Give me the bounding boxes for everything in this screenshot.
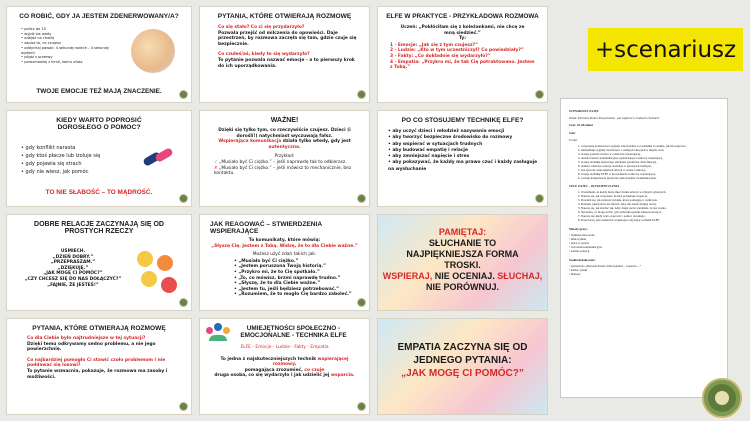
question-1-text: Pozwala przejść od milczenia do opowieści. Daje przestrzeń, by rozmowa zaczęła się tam, gdzie czuje się bezpiecznie. xyxy=(218,30,357,47)
emoji-faces-icon xyxy=(135,251,181,301)
phrase: „DZIĘKUJĘ.” xyxy=(57,265,89,271)
slide-title: ELFE W PRAKTYCE - PRZYKŁADOWA ROZMOWA xyxy=(386,13,539,20)
list-item: • gdy pojawia się strach xyxy=(21,160,100,168)
example-label: Przykład: xyxy=(274,154,295,160)
list-item: • wyjdź się wody xyxy=(21,32,121,37)
list-item: 3. Dowiem się, jak zadawać pytania, które pomagają w rozmowie. xyxy=(581,198,719,202)
doc-lang-list xyxy=(569,190,719,222)
slide-card-elfe-technique[interactable] xyxy=(199,318,370,415)
list-item: • aby wspierać w sytuacjach trudnych xyxy=(388,142,539,148)
list-item: 5. stosuje technikę aktywnego słuchania (parafraza, klaryfikacja), xyxy=(581,160,719,164)
list-item: 7. Nauczę się, kiedy warto poprosić o pomoc dorosłego. xyxy=(581,214,719,218)
list-item: • „Musiało być Ci ciężko.” xyxy=(234,259,361,265)
list-item: • aby budować empatię i relacje xyxy=(388,148,539,154)
logo-badge-icon xyxy=(357,194,366,203)
doc-subtitle: Temat: Pierwsza Pomoc Emocjonalna - jak wspierać w trudnych chwilach? xyxy=(569,116,660,120)
question-1: Co się stało? Co ci się przydarzyło? xyxy=(218,25,305,30)
list-item: • „Jestem tu, jeśli będziesz potrzebować.” xyxy=(234,287,361,293)
list-item: • „Słyszę, że to dla Ciebie ważne.” xyxy=(234,281,361,287)
slide-card-supportive-statements[interactable] xyxy=(199,214,370,311)
slide-card-elfe-practice[interactable] xyxy=(377,6,548,103)
slide-title: KIEDY WARTO POPROSIĆ DOROSŁEGO O POMOC? xyxy=(56,117,142,131)
student-line: Uczeń: „Pokłóciłam się z koleżankami, nie chcę ze mną siedzieć.” xyxy=(400,25,525,36)
elfe-facts: 3 - Fakty: „Co dokładnie się wydarzyło?” xyxy=(390,53,491,59)
remember-content xyxy=(378,227,547,293)
list-item: • aby uczyć dzieci i młodzież nazywania emocji xyxy=(388,129,539,135)
list-item: • mini-wykład xyxy=(569,237,587,241)
list-item: 5. Nauczę się, jak słuchać tak, żeby druga osoba wiedziała, że jest ważna. xyxy=(581,206,719,210)
elfe-description-1: To jedna z najskuteczniejszych technik wspierającej rozmowy, xyxy=(220,356,349,368)
question-1-text: Dzięki temu odkrywamy sedno problemu, a nie jego powierzchnię. xyxy=(27,341,156,353)
list-item: 3. stosuje pytania otwarte w rozmowie wspierającej, xyxy=(581,152,719,156)
statements-list xyxy=(200,258,369,298)
doc-duration: Czas: 45–60 minut xyxy=(569,123,593,127)
doc-methods-label: Metody pracy: xyxy=(569,227,588,231)
logo-badge-icon xyxy=(179,194,188,203)
slide-card-calm-down[interactable] xyxy=(6,6,192,103)
list-item: 2. identyfikuje sygnały świadczące o trudnych emocjach u innych osób, xyxy=(581,148,719,152)
school-seal-logo-icon xyxy=(702,378,742,418)
slide-card-remember[interactable] xyxy=(377,214,548,311)
authenticity-line: Wspierająca komunikacja działa tylko wtedy, gdy jest autentyczna. xyxy=(218,139,351,150)
doc-lang-label: CELE ZAJĘĆ – JĘZYKIEM UCZNIA xyxy=(569,184,620,188)
slide-title: PO CO STOSUJEMY TECHNIKĘ ELFE? xyxy=(401,117,524,124)
you-label: Ty: xyxy=(458,36,467,42)
question-2-text: To pytanie wzmacnia, pokazuje, że rozmowa ma zasoby i możliwości. xyxy=(27,368,168,380)
list-item: • gdy konflikt narasta xyxy=(21,144,100,152)
empathy-line: EMPATIA ZACZYNA SIĘ OD JEDNEGO PYTANIA: xyxy=(397,342,528,366)
list-item: • porozmawiaj z kimś, komu ufasz xyxy=(21,60,121,65)
logo-badge-icon xyxy=(179,90,188,99)
logo-badge-icon xyxy=(357,402,366,411)
slide-card-open-questions[interactable] xyxy=(199,6,370,103)
list-item: • dyskusja kierowana xyxy=(569,233,595,237)
doc-goals-label: Uczeń: xyxy=(569,138,578,142)
remember-line: SŁUCHANIE TO NAJPIĘKNIEJSZA FORMA TROSKI. xyxy=(406,238,519,270)
tips-list xyxy=(21,27,121,65)
phrase: „FAJNIE, ŻE JESTEŚ!” xyxy=(47,282,99,288)
list-item: • pójdź z przerwy xyxy=(21,55,121,60)
list-item: 9. rozwija kompetencje społeczno-emocjonalne i komunikacyjne. xyxy=(581,176,719,180)
logo-badge-icon xyxy=(357,298,366,307)
list-item: 1. rozpoznaje podstawowe sygnały emocjonalne u rówieśnika i rozumie, jak im reagować, xyxy=(581,144,719,148)
list-item: • „To, co mówisz, brzmi naprawdę trudno.” xyxy=(234,276,361,282)
logo-badge-icon xyxy=(179,402,188,411)
reasons-list xyxy=(21,144,100,176)
logo-badge-icon xyxy=(535,194,544,203)
scenario-label: +scenariusz xyxy=(594,36,737,63)
remember-motto-2: NIE PORÓWNUJ. xyxy=(425,282,499,292)
list-item: 4. określa bariery komunikacyjne ograniczające rozmowę wspierającą, xyxy=(581,156,719,160)
list-item: • kartki i pisaki xyxy=(569,268,588,272)
list-item: • aby zmniejszać napięcie i stres xyxy=(388,154,539,160)
purpose-list xyxy=(378,124,547,173)
list-item: • gdy ktoś płacze lub izoluje się xyxy=(21,152,100,160)
list-item: 7. zna sposoby samoregulacji emocji w czasie rozmowy, xyxy=(581,168,719,172)
list-item: 6. Sprawdzę, co mogę zrobić, gdy sam/sama jestem zdenerwowany/a. xyxy=(581,210,719,214)
list-item: 1. Zrozumiem, że każdy może mieć trudne emocje w różnych sytuacjach. xyxy=(581,190,719,194)
list-item: • praca w parach xyxy=(569,241,589,245)
empathy-question: „JAK MOGĘ CI POMÓC?” xyxy=(401,368,524,379)
empathy-content xyxy=(378,341,547,380)
slide-title: WAŻNE! xyxy=(270,117,299,124)
list-item: 8. Przećwiczę, jak rozmawiać wspierająco używając techniki ELFE. xyxy=(581,218,719,222)
example-good: ✓ „Musiało być Ci ciężko.” – jeśli naprawdę tak to odbierasz. xyxy=(214,159,347,165)
list-item: • policz do 10 xyxy=(21,27,121,32)
list-item: • odejdź na chwilę xyxy=(21,36,121,41)
phrase: „DZIEŃ DOBRY.” xyxy=(52,254,94,260)
slide-card-good-relations[interactable] xyxy=(6,214,192,311)
elfe-emotions: 1 - Emocje: „Jak się z tym czujesz?” xyxy=(390,42,478,48)
doc-goal-label: Cele: xyxy=(569,131,576,135)
slide-card-why-elfe[interactable] xyxy=(377,110,548,207)
list-item: • markery xyxy=(569,272,581,276)
elfe-people: 2 - Ludzie: „Kto w tym uczestniczył? Co powiedziały?” xyxy=(390,48,524,54)
people-group-icon xyxy=(206,323,230,343)
list-item: • oddychaj powoli: 4 sekundy wdech - 4 sekundy wydech xyxy=(21,46,121,55)
scenario-badge[interactable] xyxy=(588,28,743,71)
question-1: Co dla Ciebie było najtrudniejsze w tej sytuacji? xyxy=(27,336,146,341)
slide-card-empathy[interactable] xyxy=(377,318,548,415)
list-item: 6. dobiera właściwe reakcje werbalne w sytuacjach trudnych, xyxy=(581,164,719,168)
question-2-text: To pytanie pozwala nazwać emocje - a to pierwszy krok do ich uporządkowania. xyxy=(218,57,355,69)
intro-text: To komunikaty, które mówią: xyxy=(248,238,321,243)
list-item: • aby pokazywać, że każdy ma prawo czuć i każdy zasługuje na wysłuchanie xyxy=(388,160,539,173)
slide-card-ask-adult[interactable] xyxy=(6,110,192,207)
remember-motto-1: WSPIERAJ, NIE OCENIAJ. SŁUCHAJ, xyxy=(382,271,543,281)
quote-text: „Słyszę Cię. Jestem z Tobą. Widzę, że to dla Ciebie ważne.” xyxy=(211,243,358,249)
elfe-description-2: pomagająca zrozumieć, co czuje xyxy=(244,367,325,373)
doc-title: SCENARIUSZ ZAJĘĆ xyxy=(569,109,599,113)
scenario-document[interactable] xyxy=(560,98,728,398)
doc-goals-list xyxy=(569,144,719,180)
slide-footer: TWOJE EMOCJE TEŻ MAJĄ ZNACZENIE. xyxy=(36,88,162,95)
list-item: 2. Nauczę się, jak rozpoznać, że ktoś potrzebuje wsparcia. xyxy=(581,194,719,198)
doc-aids-label: Środki dydaktyczne: xyxy=(569,258,596,262)
list-item: • ćwiczenia komunikacyjne xyxy=(569,245,603,249)
important-text: Dzięki się tylko tym, co rzeczywiście czujesz. Dzieci (i dorośli!) natychmiast wyczuwają fałsz. xyxy=(218,128,351,139)
list-item: 8. stosuje technikę ELFE w prowadzeniu rozmowy wspierającej, xyxy=(581,172,719,176)
list-item: • prezentacja „Pierwsza Pomoc Emocjonalna – wsparcie…” xyxy=(569,264,642,268)
list-item: • „Przykro mi, że to Cię spotkało.” xyxy=(234,270,361,276)
list-item: • gdy nie wiesz, jak pomóc xyxy=(21,168,100,176)
slide-card-open-questions-2[interactable] xyxy=(6,318,192,415)
slide-title: JAK REAGOWAĆ – STWIERDZENIA WSPIERAJĄCE xyxy=(210,221,322,235)
list-item: • „Jestem poruszona Twoją historią.” xyxy=(234,264,361,270)
doc-methods-list xyxy=(569,233,719,253)
illustration-calm-icon xyxy=(131,29,175,73)
list-item: 4. Poznam, jakich słów nie mówić, żeby nie zranić drugiej osoby. xyxy=(581,202,719,206)
elfe-description-3: druga osoba, co się wydarzyło i jak udzielić jej wsparcia. xyxy=(214,373,355,379)
helping-hands-icon xyxy=(141,141,175,175)
sub-text: Możesz użyć zdań takich jak: xyxy=(252,252,317,258)
logo-badge-icon xyxy=(535,90,544,99)
phrase: „JAK MOGĘ CI POMÓC?” xyxy=(43,271,103,277)
list-item: • zapisz to, co czujesz xyxy=(21,41,121,46)
question-2: Co czułeś/aś, kiedy to się wydarzyło? xyxy=(218,52,310,58)
phrase: „CZY CHCESZ SIĘ DO NAS DOŁĄCZYĆ?” xyxy=(24,276,122,282)
elfe-empathy: 4 - Empatia: „Przykro mi, że tak Cię potraktowano. Jestem z Tobą.” xyxy=(390,59,535,71)
elfe-acronym: ELFE - Emocje - Ludzie - Fakty - Empatia xyxy=(240,345,329,350)
question-2: Co najbardziej pomogło Ci stawić czoło problemom i nie poddawać się losowi? xyxy=(27,357,166,369)
phrase: „PRZEPRASZAM.” xyxy=(50,260,96,266)
list-item: • aby tworzyć bezpieczne środowisko do rozmowy xyxy=(388,135,539,141)
slide-title: DOBRE RELACJE ZACZYNAJĄ SIĘ OD PROSTYCH RZECZY xyxy=(34,221,164,235)
slide-card-important[interactable] xyxy=(199,110,370,207)
slide-footer: TO NIE SŁABOŚĆ – TO MĄDROŚĆ. xyxy=(45,189,153,196)
list-item: • „Rozumiem, że to mogło Cię bardzo zaboleć.” xyxy=(234,292,361,298)
example-bad: ✗ „Musiało być Ci ciężko.” – jeśli mówisz to mechanicznie, bez kontaktu. xyxy=(214,165,352,177)
doc-aids-list xyxy=(569,264,719,276)
slide-title: PYTANIA, KTÓRE OTWIERAJĄ ROZMOWĘ xyxy=(32,325,166,332)
slide-title: CO ROBIĆ, GDY JA JESTEM ZDENERWOWANY/A? xyxy=(19,13,179,20)
logo-badge-icon xyxy=(179,298,188,307)
remember-title: PAMIĘTAJ: xyxy=(438,227,487,237)
phrase: UŚMIECH. xyxy=(60,249,86,254)
slide-title: UMIEJĘTNOŚCI SPOŁECZNO -EMOCJONALNE - TECHNIKA ELFE xyxy=(240,325,347,339)
logo-badge-icon xyxy=(357,90,366,99)
slide-title: PYTANIA, KTÓRE OTWIERAJĄ ROZMOWĘ xyxy=(217,13,352,20)
list-item: • analiza sytuacji xyxy=(569,249,590,253)
